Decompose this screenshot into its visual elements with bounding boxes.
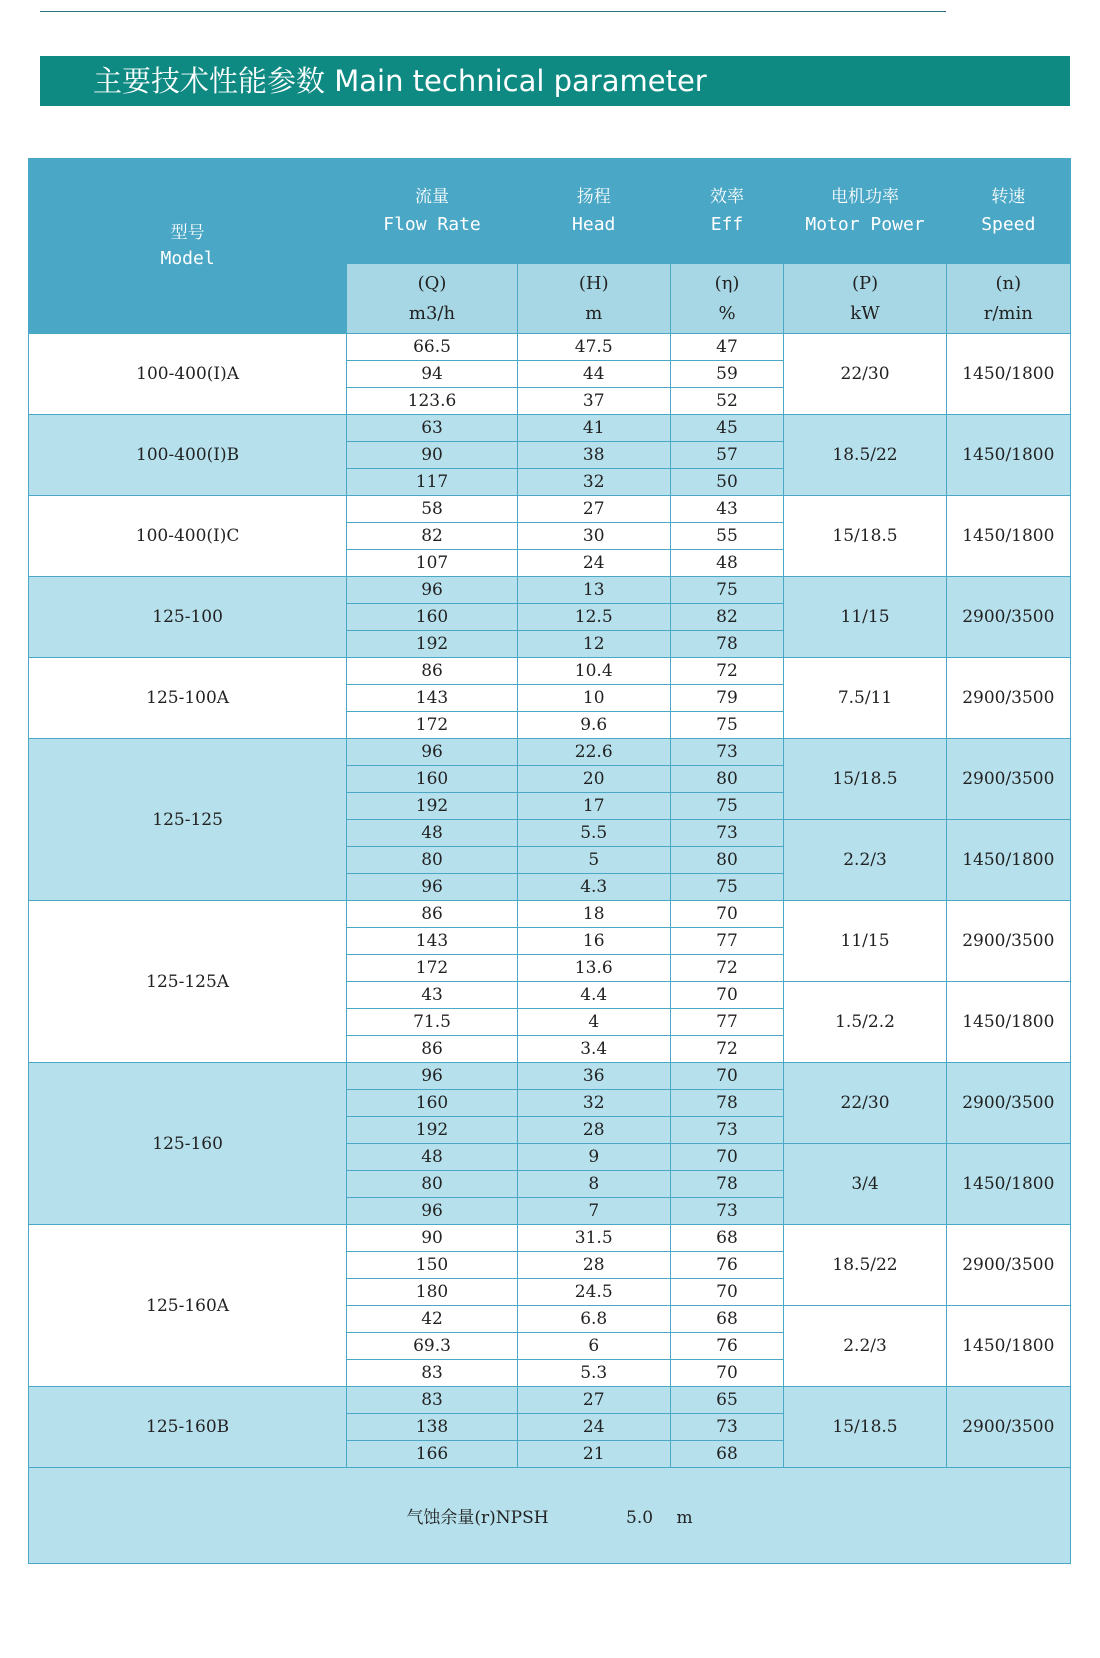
motor-power-cell: 7.5/11	[784, 658, 946, 739]
unit-speed-unit: r/min	[983, 302, 1033, 324]
head-cell: 5.3	[517, 1360, 670, 1387]
table-row	[29, 658, 1071, 685]
eff-cell: 75	[670, 793, 784, 820]
head-cell: 10	[517, 685, 670, 712]
flow-cell: 143	[347, 928, 518, 955]
head-cell: 30	[517, 523, 670, 550]
unit-flow-symbol: (Q)	[417, 272, 447, 294]
motor-power-cell: 2.2/3	[784, 820, 946, 901]
flow-cell: 48	[347, 820, 518, 847]
eff-cell: 73	[670, 1117, 784, 1144]
header-flow-en: Flow Rate	[383, 214, 481, 235]
flow-cell: 192	[347, 631, 518, 658]
model-cell: 125-100	[29, 577, 347, 658]
head-cell: 6.8	[517, 1306, 670, 1333]
header-head	[517, 159, 670, 264]
eff-cell: 45	[670, 415, 784, 442]
head-cell: 38	[517, 442, 670, 469]
head-cell: 22.6	[517, 739, 670, 766]
header-eff-en: Eff	[710, 214, 744, 235]
eff-cell: 70	[670, 982, 784, 1009]
eff-cell: 48	[670, 550, 784, 577]
flow-cell: 117	[347, 469, 518, 496]
model-cell: 125-125	[29, 739, 347, 901]
flow-cell: 83	[347, 1387, 518, 1414]
unit-power-unit: kW	[850, 302, 880, 324]
unit-eff-unit: %	[718, 302, 736, 324]
head-cell: 21	[517, 1441, 670, 1468]
flow-cell: 96	[347, 874, 518, 901]
head-cell: 7	[517, 1198, 670, 1225]
speed-cell: 1450/1800	[946, 1306, 1070, 1387]
head-cell: 13.6	[517, 955, 670, 982]
model-cell: 125-160A	[29, 1225, 347, 1387]
unit-speed-symbol: (n)	[995, 272, 1022, 294]
speed-cell: 2900/3500	[946, 901, 1070, 982]
flow-cell: 90	[347, 442, 518, 469]
header-model-en: Model	[160, 248, 215, 269]
head-cell: 32	[517, 469, 670, 496]
head-cell: 18	[517, 901, 670, 928]
speed-cell: 2900/3500	[946, 739, 1070, 820]
head-cell: 5.5	[517, 820, 670, 847]
head-cell: 4.3	[517, 874, 670, 901]
unit-speed	[946, 264, 1070, 334]
model-cell: 100-400(I)B	[29, 415, 347, 496]
flow-cell: 172	[347, 955, 518, 982]
unit-eff-symbol: (η)	[714, 272, 740, 294]
eff-cell: 68	[670, 1225, 784, 1252]
eff-cell: 78	[670, 1171, 784, 1198]
npsh-value: 5.0	[626, 1508, 654, 1528]
eff-cell: 43	[670, 496, 784, 523]
unit-flow-rate	[347, 264, 518, 334]
header-eff	[670, 159, 784, 264]
flow-cell: 90	[347, 1225, 518, 1252]
flow-cell: 160	[347, 604, 518, 631]
flow-cell: 150	[347, 1252, 518, 1279]
eff-cell: 70	[670, 1063, 784, 1090]
motor-power-cell: 11/15	[784, 901, 946, 982]
flow-cell: 123.6	[347, 388, 518, 415]
model-cell: 125-125A	[29, 901, 347, 1063]
flow-cell: 82	[347, 523, 518, 550]
eff-cell: 47	[670, 334, 784, 361]
eff-cell: 73	[670, 820, 784, 847]
head-cell: 47.5	[517, 334, 670, 361]
head-cell: 13	[517, 577, 670, 604]
speed-cell: 2900/3500	[946, 1225, 1070, 1306]
flow-cell: 96	[347, 577, 518, 604]
eff-cell: 72	[670, 1036, 784, 1063]
motor-power-cell: 3/4	[784, 1144, 946, 1225]
motor-power-cell: 18.5/22	[784, 415, 946, 496]
speed-cell: 1450/1800	[946, 820, 1070, 901]
flow-cell: 80	[347, 1171, 518, 1198]
header-motor-power	[784, 159, 946, 264]
npsh-footer	[29, 1468, 1071, 1564]
npsh-unit: m	[676, 1508, 693, 1528]
eff-cell: 77	[670, 1009, 784, 1036]
header-flow-cn: 流量	[415, 187, 449, 207]
header-model-cn: 型号	[170, 223, 205, 243]
eff-cell: 57	[670, 442, 784, 469]
head-cell: 10.4	[517, 658, 670, 685]
header-eff-cn: 效率	[710, 187, 744, 207]
flow-cell: 94	[347, 361, 518, 388]
page-title-banner: 主要技术性能参数 Main technical parameter	[40, 56, 1070, 106]
header-speed-cn: 转速	[991, 187, 1026, 207]
head-cell: 17	[517, 793, 670, 820]
speed-cell: 1450/1800	[946, 982, 1070, 1063]
unit-motor-power	[784, 264, 946, 334]
parameter-table-body	[29, 334, 1071, 1468]
eff-cell: 70	[670, 1279, 784, 1306]
head-cell: 5	[517, 847, 670, 874]
eff-cell: 76	[670, 1333, 784, 1360]
eff-cell: 73	[670, 1198, 784, 1225]
flow-cell: 160	[347, 1090, 518, 1117]
unit-eff	[670, 264, 784, 334]
eff-cell: 52	[670, 388, 784, 415]
flow-cell: 96	[347, 1198, 518, 1225]
model-cell: 100-400(I)A	[29, 334, 347, 415]
head-cell: 36	[517, 1063, 670, 1090]
flow-cell: 96	[347, 739, 518, 766]
top-rule	[40, 11, 946, 12]
table-row	[29, 577, 1071, 604]
head-cell: 4.4	[517, 982, 670, 1009]
motor-power-cell: 11/15	[784, 577, 946, 658]
eff-cell: 55	[670, 523, 784, 550]
table-row	[29, 415, 1071, 442]
flow-cell: 107	[347, 550, 518, 577]
eff-cell: 50	[670, 469, 784, 496]
header-power-cn: 电机功率	[831, 187, 900, 207]
head-cell: 28	[517, 1252, 670, 1279]
speed-cell: 1450/1800	[946, 1144, 1070, 1225]
eff-cell: 73	[670, 1414, 784, 1441]
flow-cell: 166	[347, 1441, 518, 1468]
model-cell: 125-160B	[29, 1387, 347, 1468]
flow-cell: 180	[347, 1279, 518, 1306]
header-speed-en: Speed	[981, 214, 1036, 235]
flow-cell: 42	[347, 1306, 518, 1333]
motor-power-cell: 22/30	[784, 1063, 946, 1144]
flow-cell: 192	[347, 793, 518, 820]
parameter-table	[28, 158, 1071, 1564]
eff-cell: 77	[670, 928, 784, 955]
head-cell: 12.5	[517, 604, 670, 631]
flow-cell: 138	[347, 1414, 518, 1441]
eff-cell: 59	[670, 361, 784, 388]
head-cell: 20	[517, 766, 670, 793]
head-cell: 6	[517, 1333, 670, 1360]
head-cell: 27	[517, 496, 670, 523]
flow-cell: 86	[347, 1036, 518, 1063]
unit-head-unit: m	[585, 302, 603, 324]
eff-cell: 70	[670, 1144, 784, 1171]
head-cell: 12	[517, 631, 670, 658]
eff-cell: 75	[670, 874, 784, 901]
motor-power-cell: 15/18.5	[784, 1387, 946, 1468]
speed-cell: 2900/3500	[946, 1063, 1070, 1144]
motor-power-cell: 15/18.5	[784, 496, 946, 577]
flow-cell: 80	[347, 847, 518, 874]
eff-cell: 75	[670, 577, 784, 604]
head-cell: 9.6	[517, 712, 670, 739]
head-cell: 44	[517, 361, 670, 388]
eff-cell: 70	[670, 901, 784, 928]
head-cell: 4	[517, 1009, 670, 1036]
model-cell: 125-160	[29, 1063, 347, 1225]
header-power-en: Motor Power	[805, 214, 925, 235]
flow-cell: 86	[347, 658, 518, 685]
header-head-cn: 扬程	[576, 187, 611, 207]
motor-power-cell: 1.5/2.2	[784, 982, 946, 1063]
speed-cell: 1450/1800	[946, 334, 1070, 415]
flow-cell: 66.5	[347, 334, 518, 361]
eff-cell: 75	[670, 712, 784, 739]
eff-cell: 80	[670, 766, 784, 793]
table-row	[29, 334, 1071, 361]
unit-power-symbol: (P)	[851, 272, 879, 294]
flow-cell: 83	[347, 1360, 518, 1387]
head-cell: 28	[517, 1117, 670, 1144]
table-row	[29, 1225, 1071, 1252]
flow-cell: 63	[347, 415, 518, 442]
motor-power-cell: 18.5/22	[784, 1225, 946, 1306]
speed-cell: 2900/3500	[946, 1387, 1070, 1468]
head-cell: 32	[517, 1090, 670, 1117]
model-cell: 125-100A	[29, 658, 347, 739]
eff-cell: 82	[670, 604, 784, 631]
model-cell: 100-400(I)C	[29, 496, 347, 577]
table-row	[29, 496, 1071, 523]
head-cell: 9	[517, 1144, 670, 1171]
eff-cell: 72	[670, 658, 784, 685]
table-row	[29, 1387, 1071, 1414]
eff-cell: 65	[670, 1387, 784, 1414]
speed-cell: 1450/1800	[946, 496, 1070, 577]
motor-power-cell: 2.2/3	[784, 1306, 946, 1387]
flow-cell: 69.3	[347, 1333, 518, 1360]
unit-flow-unit: m3/h	[408, 302, 456, 324]
eff-cell: 72	[670, 955, 784, 982]
flow-cell: 96	[347, 1063, 518, 1090]
unit-head-symbol: (H)	[578, 272, 609, 294]
header-speed	[946, 159, 1070, 264]
head-cell: 41	[517, 415, 670, 442]
eff-cell: 79	[670, 685, 784, 712]
flow-cell: 58	[347, 496, 518, 523]
eff-cell: 78	[670, 631, 784, 658]
head-cell: 24	[517, 550, 670, 577]
npsh-label: 气蚀余量(r)NPSH	[406, 1508, 549, 1528]
table-row	[29, 1063, 1071, 1090]
header-model	[29, 159, 347, 334]
motor-power-cell: 22/30	[784, 334, 946, 415]
table-row	[29, 739, 1071, 766]
flow-cell: 192	[347, 1117, 518, 1144]
flow-cell: 86	[347, 901, 518, 928]
header-flow-rate	[347, 159, 518, 264]
motor-power-cell: 15/18.5	[784, 739, 946, 820]
eff-cell: 68	[670, 1306, 784, 1333]
eff-cell: 76	[670, 1252, 784, 1279]
head-cell: 27	[517, 1387, 670, 1414]
flow-cell: 160	[347, 766, 518, 793]
eff-cell: 80	[670, 847, 784, 874]
flow-cell: 43	[347, 982, 518, 1009]
speed-cell: 2900/3500	[946, 577, 1070, 658]
flow-cell: 48	[347, 1144, 518, 1171]
flow-cell: 172	[347, 712, 518, 739]
head-cell: 24.5	[517, 1279, 670, 1306]
eff-cell: 68	[670, 1441, 784, 1468]
eff-cell: 73	[670, 739, 784, 766]
table-row	[29, 901, 1071, 928]
flow-cell: 143	[347, 685, 518, 712]
head-cell: 3.4	[517, 1036, 670, 1063]
eff-cell: 78	[670, 1090, 784, 1117]
speed-cell: 2900/3500	[946, 658, 1070, 739]
flow-cell: 71.5	[347, 1009, 518, 1036]
head-cell: 16	[517, 928, 670, 955]
head-cell: 24	[517, 1414, 670, 1441]
unit-head	[517, 264, 670, 334]
head-cell: 8	[517, 1171, 670, 1198]
head-cell: 31.5	[517, 1225, 670, 1252]
header-head-en: Head	[572, 214, 616, 235]
speed-cell: 1450/1800	[946, 415, 1070, 496]
eff-cell: 70	[670, 1360, 784, 1387]
head-cell: 37	[517, 388, 670, 415]
